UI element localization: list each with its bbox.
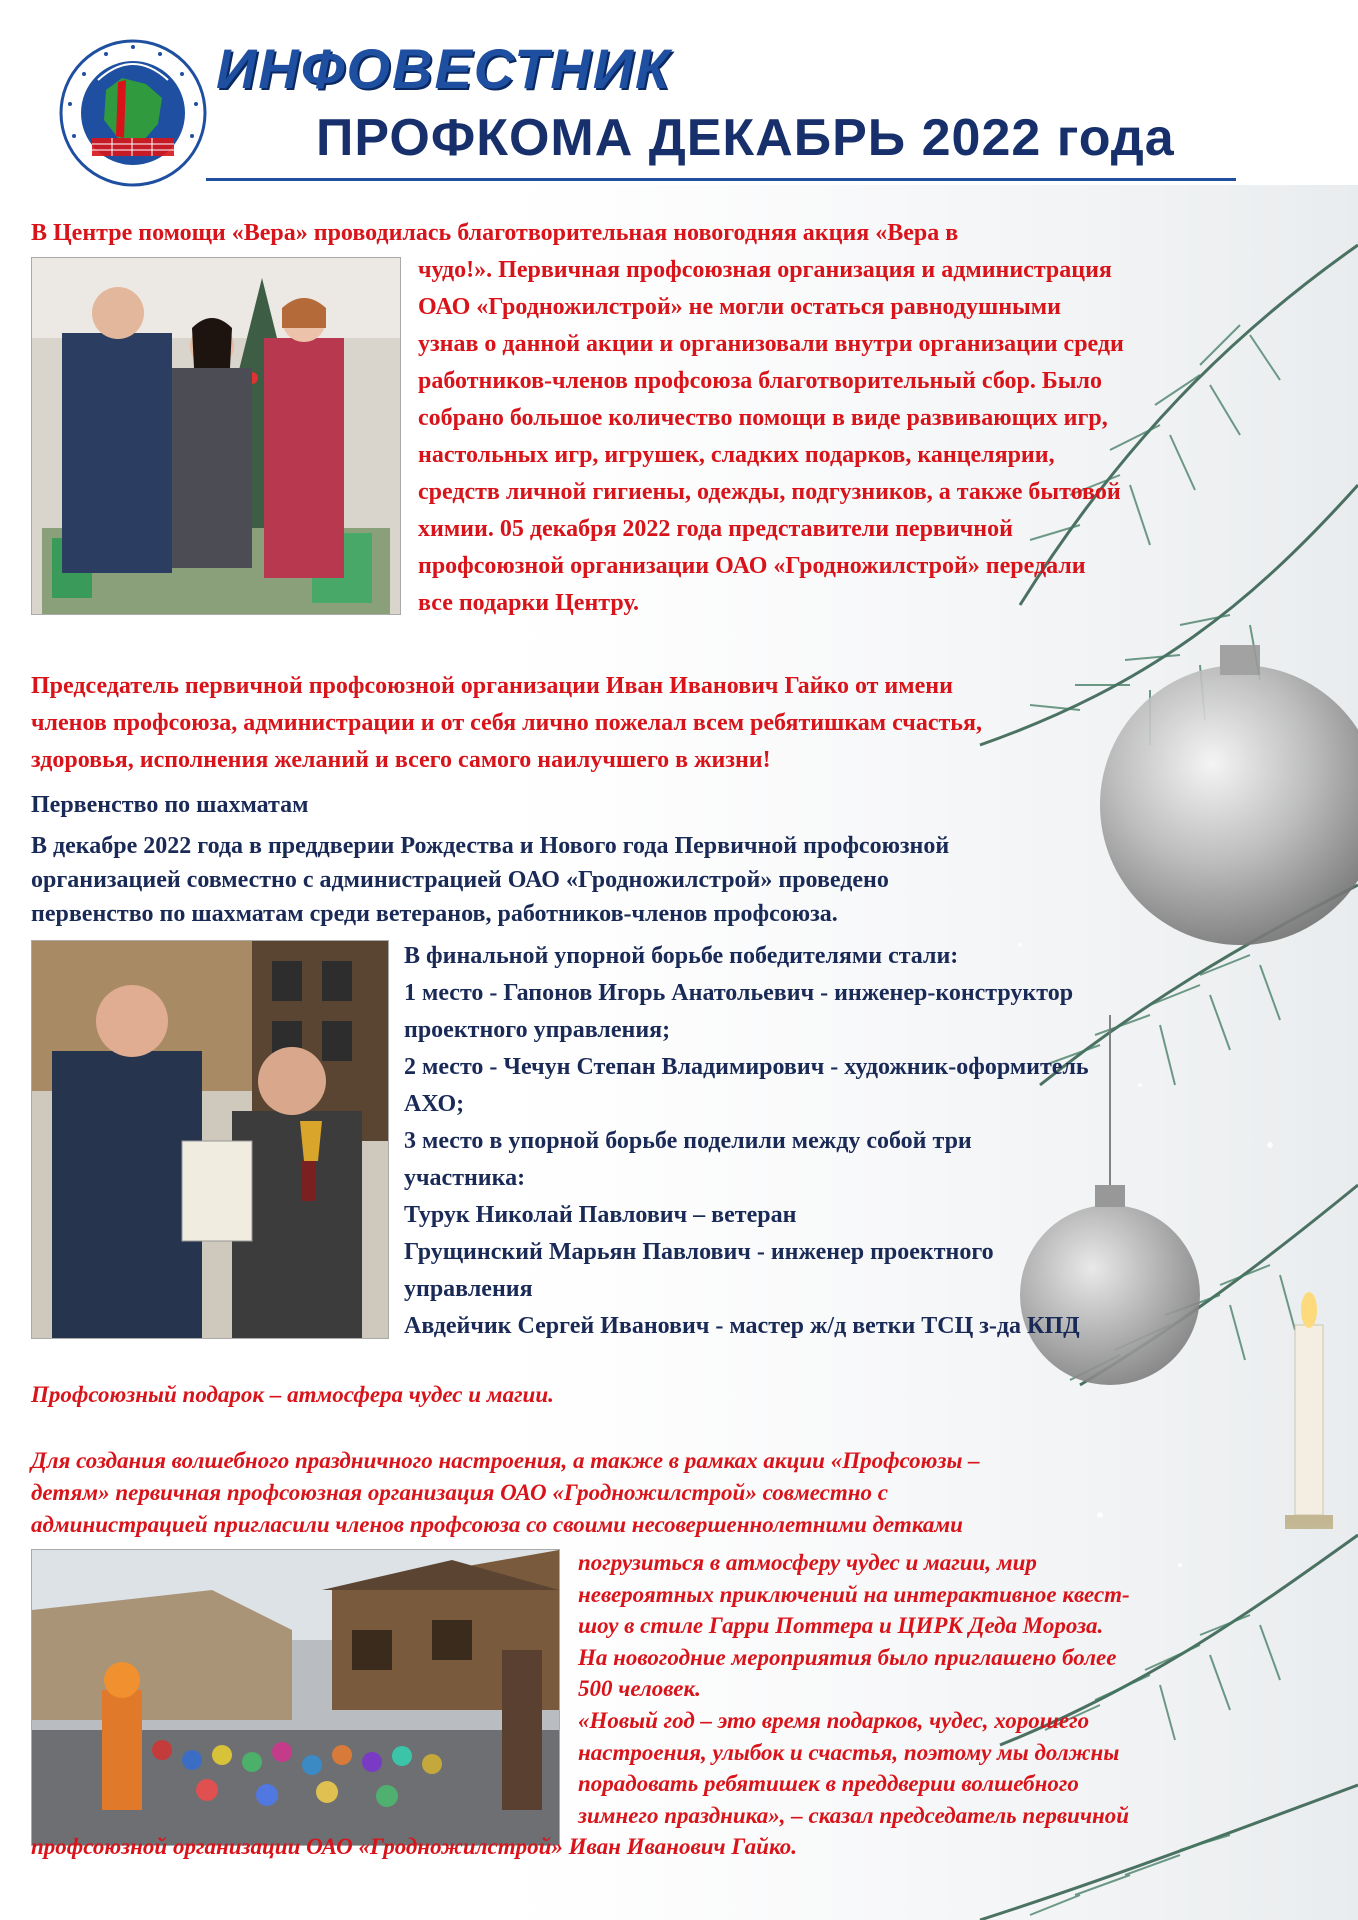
text-line: управления <box>404 1276 533 1302</box>
text-line: На новогодние мероприятия было приглашено более <box>578 1644 1117 1670</box>
text-line: 3 место в упорной борьбе поделили между собой три <box>404 1128 972 1154</box>
text-line: администрацией пригласили членов профсоюза со своими несовершеннолетними детками <box>31 1512 963 1537</box>
text-line: химии. 05 декабря 2022 года представители первичной <box>418 516 1013 542</box>
text-line: узнав о данной акции и организовали внутри организации среди <box>418 331 1124 357</box>
text-line: чудо!». Первичная профсоюзная организация и администрация <box>418 257 1112 283</box>
text-line: все подарки Центру. <box>418 590 639 616</box>
text-line: членов профсоюза, администрации и от себя лично пожелал всем ребятишкам счастья, <box>31 710 982 736</box>
charity-paragraph-body <box>418 252 1124 622</box>
chess-heading <box>31 787 308 824</box>
gift-heading <box>31 1378 554 1411</box>
union-logo <box>58 38 208 188</box>
gift-body <box>578 1547 1130 1831</box>
text-line: АХО; <box>404 1091 465 1117</box>
text-line: порадовать ребятишек в преддверии волшебного <box>578 1771 1079 1797</box>
text-line: ОАО «Гродножилстрой» не могли остаться равнодушными <box>418 294 1061 320</box>
section-heading: Первенство по шахматам <box>31 792 309 818</box>
chess-intro <box>31 829 949 931</box>
charity-paragraph-intro <box>31 215 958 252</box>
text-line: Для создания волшебного праздничного настроения, а также в рамках акции «Профсоюзы – <box>31 1448 980 1473</box>
text-line: «Новый год – это время подарков, чудес, хорошего <box>578 1707 1090 1733</box>
text-line: зимнего праздника», – сказал председатель первичной <box>578 1802 1130 1828</box>
text-line: профсоюзной организации ОАО «Гродножилстрой» Иван Иванович Гайко. <box>31 1834 797 1859</box>
text-line: Турук Николай Павлович – ветеран <box>404 1202 797 1228</box>
text-line: 1 место - Гапонов Игорь Анатольевич - инженер-конструктор <box>404 980 1074 1006</box>
text-line: детям» первичная профсоюзная организация ОАО «Гродножилстрой» совместно с <box>31 1480 888 1505</box>
text-line: организацией совместно с администрацией ОАО «Гродножилстрой» проведено <box>31 867 889 893</box>
text-line: шоу в стиле Гарри Поттера и ЦИРК Деда Мороза. <box>578 1613 1104 1639</box>
text-line: первенство по шахматам среди ветеранов, работников-членов профсоюза. <box>31 901 838 927</box>
text-line: проектного управления; <box>404 1017 671 1043</box>
gift-closing <box>31 1830 797 1863</box>
text-line: невероятных приключений на интерактивное квест- <box>578 1581 1130 1607</box>
text-line: работников-членов профсоюза благотворительный сбор. Было <box>418 368 1102 394</box>
chairman-wishes <box>31 668 982 779</box>
text-line: собрано большое количество помощи в виде развивающих игр, <box>418 405 1108 431</box>
section-heading: Профсоюзный подарок – атмосфера чудес и магии. <box>31 1382 554 1407</box>
text-line: участника: <box>404 1165 526 1191</box>
text-line: погрузиться в атмосферу чудес и магии, мир <box>578 1550 1037 1575</box>
text-line: Авдейчик Сергей Иванович - мастер ж/д ветки ТСЦ з-да КПД <box>404 1313 1080 1339</box>
gift-intro <box>31 1445 980 1541</box>
text-line: средств личной гигиены, одежды, подгузников, а также бытовой <box>418 479 1121 505</box>
text-line: В финальной упорной борьбе победителями стали: <box>404 943 959 969</box>
text-line: профсоюзной организации ОАО «Гродножилстрой» передали <box>418 553 1086 579</box>
chess-winners <box>404 938 1089 1345</box>
header-divider <box>206 178 1236 181</box>
photo-charity-event <box>31 257 401 615</box>
text-line: здоровья, исполнения желаний и всего самого наилучшего в жизни! <box>31 747 771 773</box>
text-line: настольных игр, игрушек, сладких подарков, канцелярии, <box>418 442 1055 468</box>
header <box>0 0 1358 185</box>
photo-children-event <box>31 1549 560 1846</box>
text-line: Председатель первичной профсоюзной организации Иван Иванович Гайко от имени <box>31 673 953 699</box>
photo-chess-winner <box>31 940 389 1339</box>
text-line: В декабре 2022 года в преддверии Рождества и Нового года Первичной профсоюзной <box>31 833 950 859</box>
text-line: настроения, улыбок и счастья, поэтому мы должны <box>578 1739 1120 1765</box>
newsletter-title: ИНФОВЕСТНИК <box>216 37 672 100</box>
text-line: 2 место - Чечун Степан Владимирович - художник-оформитель <box>404 1054 1089 1080</box>
text-line: В Центре помощи «Вера» проводилась благотворительная новогодняя акция «Вера в <box>31 220 959 246</box>
text-line: Грущинский Марьян Павлович - инженер проектного <box>404 1239 994 1265</box>
newsletter-subtitle: ПРОФКОМА ДЕКАБРЬ 2022 года <box>316 109 1175 167</box>
text-line: 500 человек. <box>578 1676 701 1702</box>
